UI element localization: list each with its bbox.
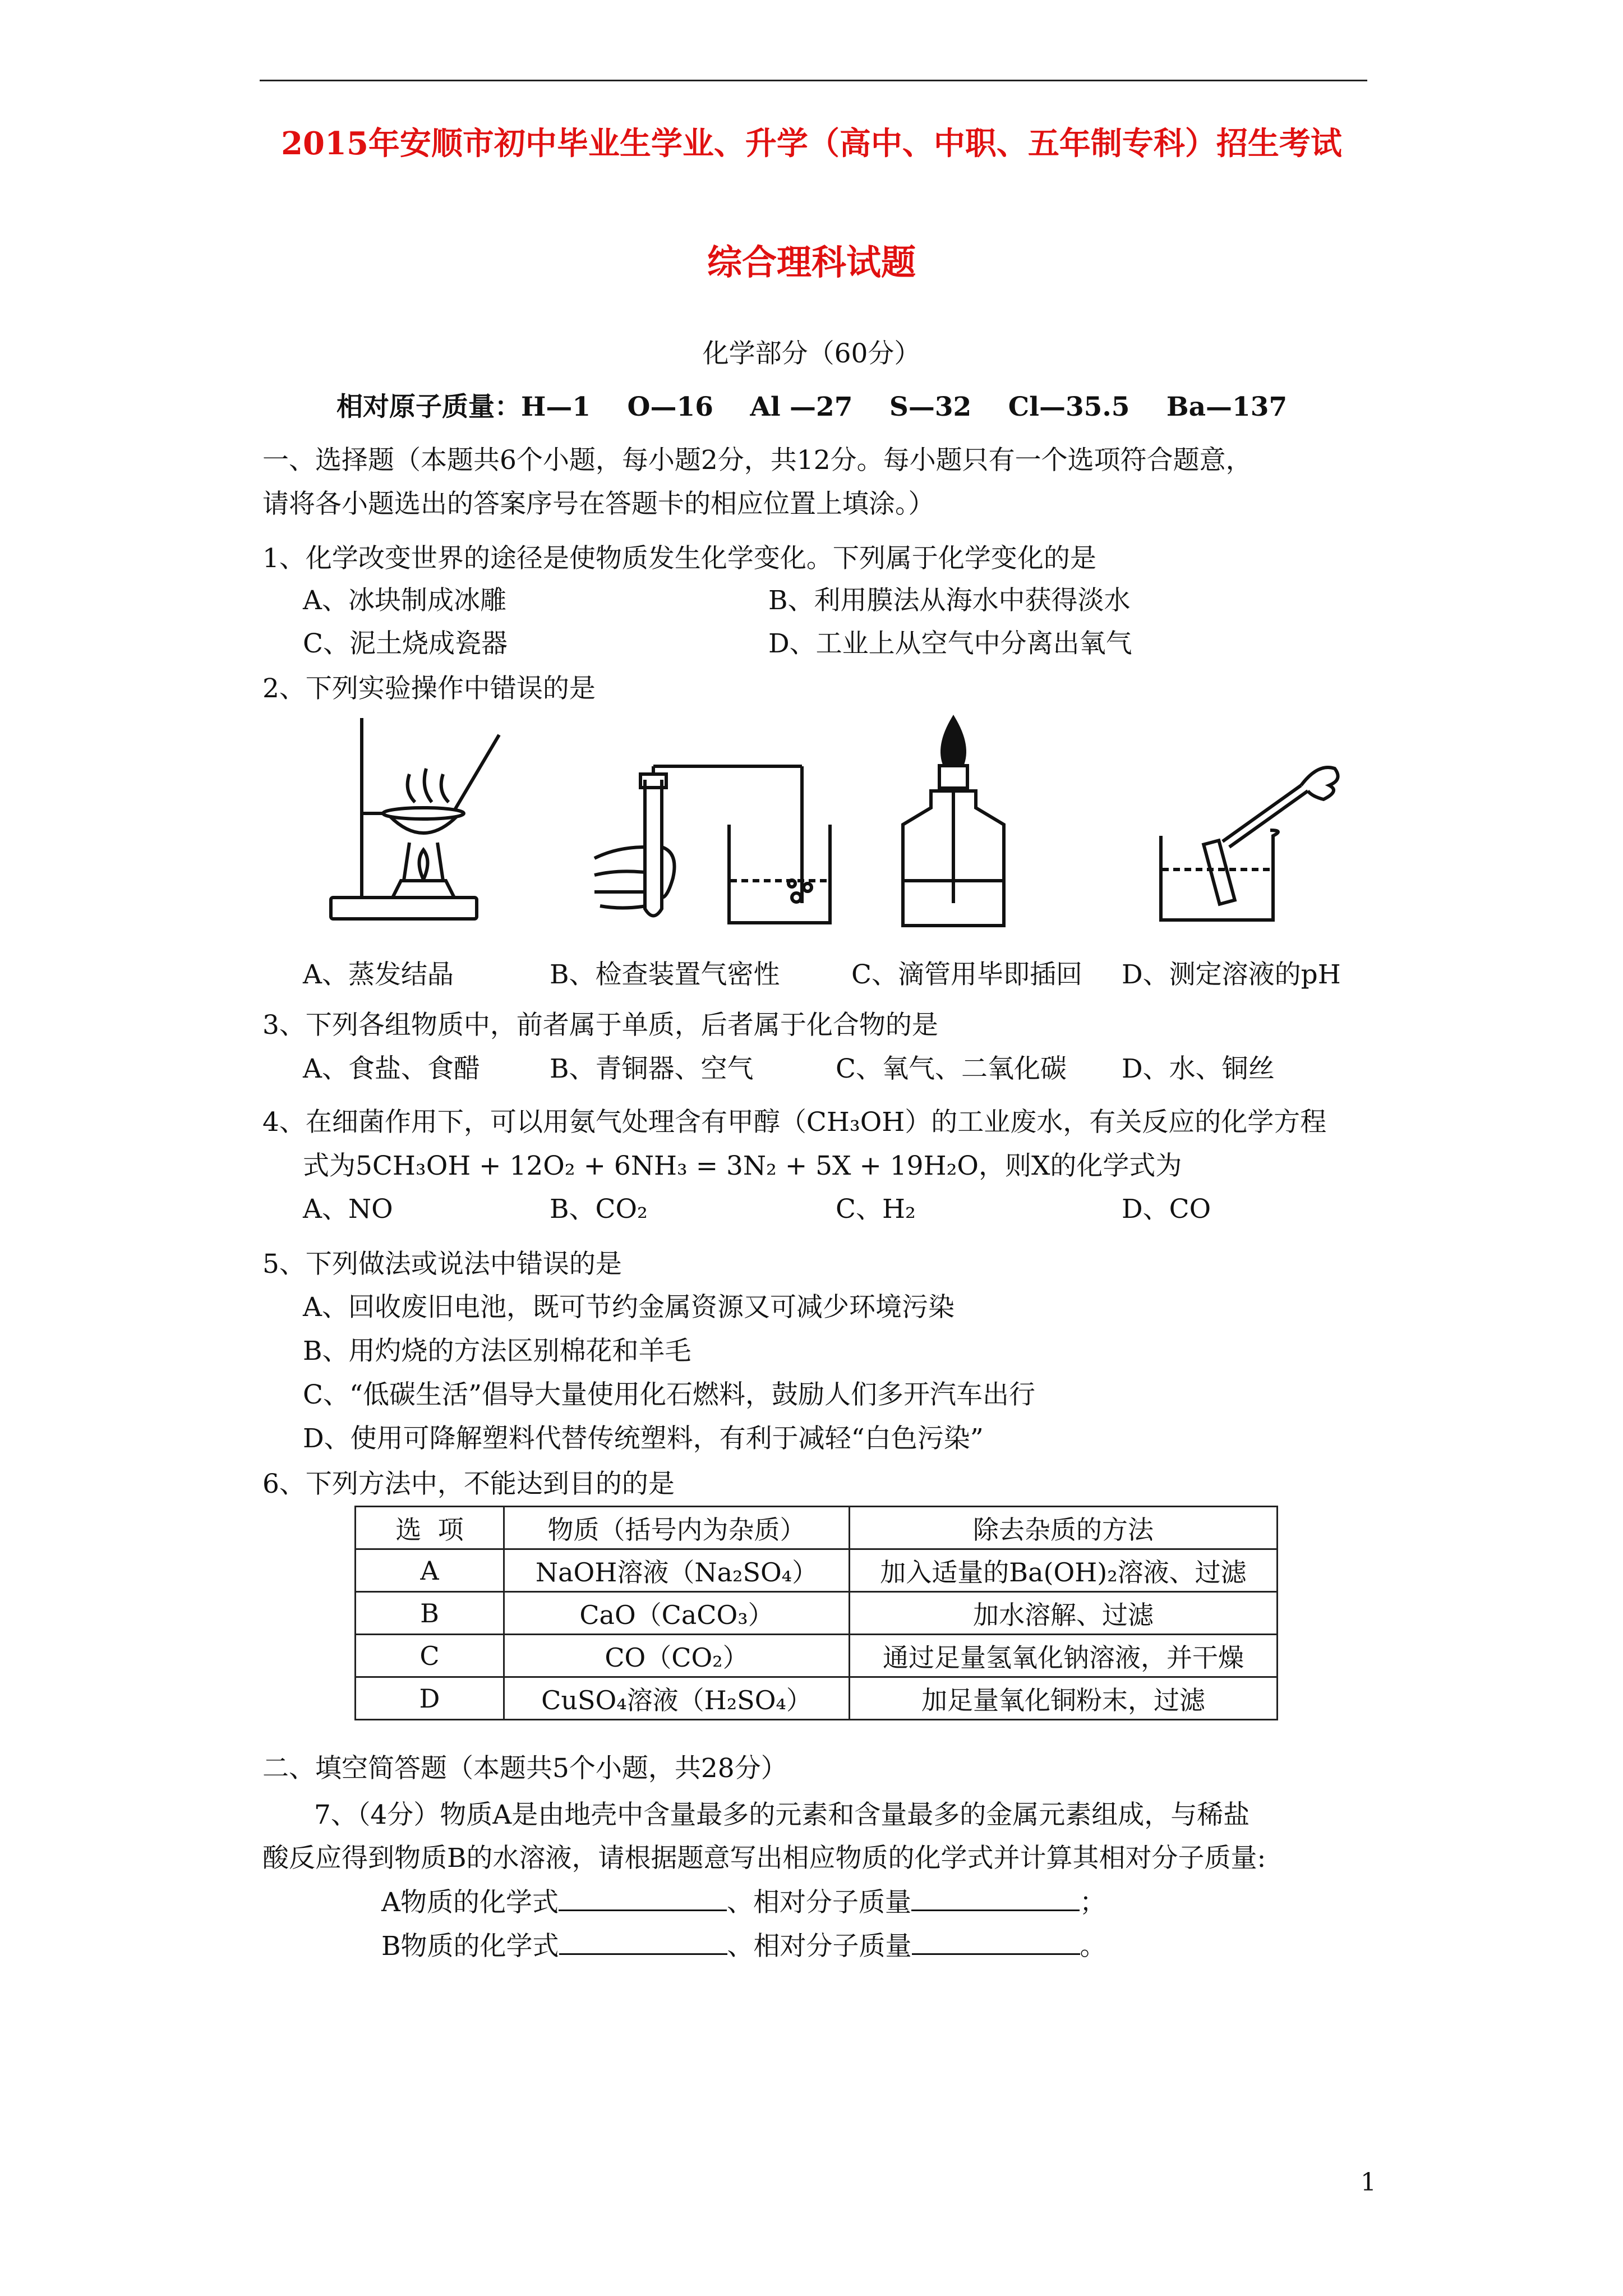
table-row [356, 1592, 1278, 1635]
table-row [356, 1635, 1278, 1677]
table-cell: NaOH溶液（Na₂SO₄） [504, 1549, 850, 1592]
q1-option-d: D、工业上从空气中分离出氧气 [768, 628, 1132, 659]
q2-option-d: D、测定溶液的pH [1122, 959, 1341, 990]
exam-title: 2015年安顺市初中毕业生学业、升学（高中、中职、五年制专科）招生考试 [281, 125, 1342, 162]
table-header-cell: 除去杂质的方法 [850, 1507, 1278, 1549]
q5-option-c: C、“低碳生活”倡导大量使用化石燃料，鼓励人们多开汽车出行 [303, 1379, 1036, 1410]
table-row [356, 1549, 1278, 1592]
section-name: 化学部分（60分） [702, 338, 921, 369]
q4-stem-line2: 式为5CH₃OH + 12O₂ + 6NH₃ = 3N₂ + 5X + 19H₂O，则X的化学式为 [303, 1151, 1182, 1181]
q7-answer-line-a [381, 1885, 1106, 1920]
table-cell: 加水溶解、过滤 [850, 1592, 1278, 1635]
q4-stem-line1: 4、在细菌作用下，可以用氨气处理含有甲醇（CH₃OH）的工业废水，有关反应的化学方程 [262, 1107, 1327, 1138]
q1-option-c: C、泥土烧成瓷器 [303, 628, 508, 659]
table-cell: A [356, 1549, 504, 1592]
q4-option-c: C、H₂ [836, 1194, 916, 1225]
q1-option-a: A、冰块制成冰雕 [303, 585, 506, 616]
table-cell: CO（CO₂） [504, 1635, 850, 1677]
table-cell: C [356, 1635, 504, 1677]
q7-b-end: 。 [1080, 1931, 1106, 1962]
q3-option-c: C、氧气、二氧化碳 [836, 1053, 1067, 1084]
q5-option-a: A、回收废旧电池，既可节约金属资源又可减少环境污染 [303, 1292, 955, 1323]
atomic-mass-line: 相对原子质量：H—1 O—16 Al —27 S—32 Cl—35.5 Ba—137 [336, 392, 1288, 422]
q7-a-formula-blank[interactable] [559, 1885, 727, 1911]
q3-option-d: D、水、铜丝 [1122, 1053, 1275, 1084]
table-header-cell: 选 项 [356, 1507, 504, 1549]
part1-intro-line1: 一、选择题（本题共6个小题，每小题2分，共12分。每小题只有一个选项符合题意， [262, 445, 1252, 476]
q4-option-b: B、CO₂ [550, 1194, 648, 1225]
table-cell: CuSO₄溶液（H₂SO₄） [504, 1677, 850, 1720]
table-cell: 加足量氧化铜粉末，过滤 [850, 1677, 1278, 1720]
part2-intro: 二、填空简答题（本题共5个小题，共28分） [262, 1753, 787, 1784]
q7-b-mass-label: 、相对分子质量 [727, 1931, 912, 1962]
q1-stem: 1、化学改变世界的途径是使物质发生化学变化。下列属于化学变化的是 [262, 543, 1096, 574]
dropper-bottle-figure [892, 712, 1015, 931]
q6-options-table [354, 1506, 1278, 1720]
q2-option-b: B、检查装置气密性 [550, 959, 780, 990]
q7-b-formula-blank[interactable] [559, 1929, 727, 1955]
table-row [356, 1677, 1278, 1720]
q3-option-a: A、食盐、食醋 [303, 1053, 480, 1084]
q6-stem: 6、下列方法中，不能达到目的的是 [262, 1469, 675, 1499]
table-header-row [356, 1507, 1278, 1549]
q7-a-end: ； [1079, 1887, 1106, 1918]
table-cell: 加入适量的Ba(OH)₂溶液、过滤 [850, 1549, 1278, 1592]
page-number: 1 [1361, 2168, 1376, 2197]
q5-stem: 5、下列做法或说法中错误的是 [262, 1249, 622, 1280]
airtightness-check-figure [583, 763, 841, 931]
q7-stem-line2: 酸反应得到物质B的水溶液，请根据题意写出相应物质的化学式并计算其相对分子质量: [262, 1843, 1266, 1874]
q7-stem-line1: 7、（4分）物质A是由地壳中含量最多的元素和含量最多的金属元素组成，与稀盐 [314, 1800, 1250, 1830]
exam-subtitle: 综合理科试题 [707, 242, 916, 283]
part1-intro-line2: 请将各小题选出的答案序号在答题卡的相应位置上填涂。） [262, 489, 935, 519]
table-cell: CaO（CaCO₃） [504, 1592, 850, 1635]
q5-option-b: B、用灼烧的方法区别棉花和羊毛 [303, 1336, 691, 1366]
q7-b-formula-label: B物质的化学式 [381, 1931, 559, 1962]
q3-option-b: B、青铜器、空气 [550, 1053, 754, 1084]
table-cell: D [356, 1677, 504, 1720]
table-header-cell: 物质（括号内为杂质） [504, 1507, 850, 1549]
q7-a-mass-blank[interactable] [911, 1885, 1080, 1911]
ph-test-figure [1150, 752, 1352, 931]
q2-option-c: C、滴管用毕即插回 [851, 959, 1082, 990]
q2-stem: 2、下列实验操作中错误的是 [262, 673, 596, 704]
q5-option-d: D、使用可降解塑料代替传统塑料，有利于减轻“白色污染” [303, 1423, 984, 1454]
table-cell: 通过足量氢氧化钠溶液，并干燥 [850, 1635, 1278, 1677]
q1-option-b: B、利用膜法从海水中获得淡水 [768, 585, 1131, 616]
header-rule [260, 80, 1367, 81]
q2-option-a: A、蒸发结晶 [303, 959, 454, 990]
q7-a-formula-label: A物质的化学式 [381, 1887, 559, 1918]
q4-option-a: A、NO [303, 1194, 393, 1225]
q7-answer-line-b [381, 1929, 1106, 1964]
q3-stem: 3、下列各组物质中，前者属于单质，后者属于化合物的是 [262, 1010, 938, 1041]
q7-a-mass-label: 、相对分子质量 [726, 1887, 911, 1918]
q7-b-mass-blank[interactable] [912, 1929, 1080, 1955]
evaporation-apparatus-figure [320, 712, 505, 926]
table-cell: B [356, 1592, 504, 1635]
q4-option-d: D、CO [1122, 1194, 1211, 1225]
